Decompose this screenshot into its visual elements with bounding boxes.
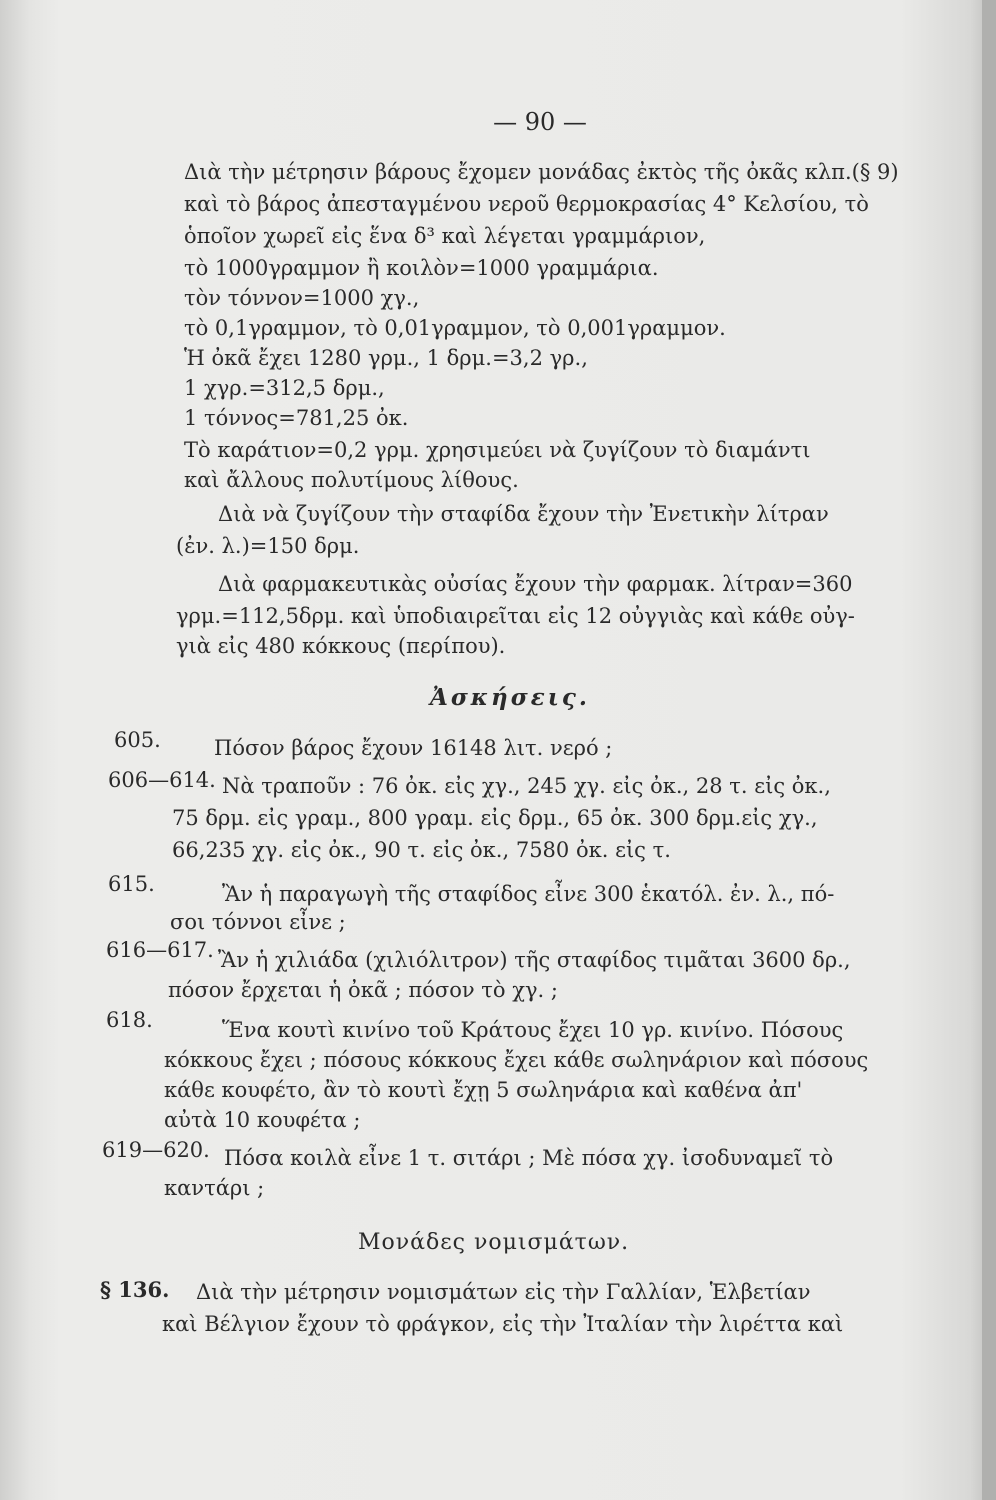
text-line: (ἐν. λ.)=150 δρμ.	[176, 534, 360, 558]
exercise-line: Ἕνα κουτὶ κινίνο τοῦ Κράτους ἔχει 10 γρ. κινίνο. Πόσους	[222, 1018, 844, 1042]
text-line: τὸν τόννον=1000 χγ.,	[184, 286, 420, 310]
exercise-number: 605.	[114, 728, 161, 752]
exercise-line: καντάρι ;	[164, 1176, 265, 1200]
exercise-line: Ἂν ἡ παραγωγὴ τῆς σταφίδος εἶνε 300 ἑκατόλ. ἐν. λ., πό-	[222, 882, 835, 906]
section-line: καὶ Βέλγιον ἔχουν τὸ φράγκον, εἰς τὴν Ἰταλίαν τὴν λιρέττα καὶ	[162, 1312, 844, 1336]
text-line: τὸ 0,1γραμμον, τὸ 0,01γραμμον, τὸ 0,001γραμμον.	[184, 316, 726, 340]
exercise-line: πόσον ἔρχεται ἡ ὀκᾶ ; πόσον τὸ χγ. ;	[168, 978, 558, 1002]
money-units-heading: Μονάδες νομισμάτων.	[358, 1230, 630, 1255]
section-line: Διὰ τὴν μέτρησιν νομισμάτων εἰς τὴν Γαλλίαν, Ἑλβετίαν	[196, 1280, 811, 1304]
exercise-line: σοι τόννοι εἶνε ;	[170, 910, 346, 934]
text-line: Διὰ νὰ ζυγίζουν τὴν σταφίδα ἔχουν τὴν Ἐνετικὴν λίτραν	[218, 502, 829, 526]
page-number: — 90 —	[493, 108, 587, 136]
text-line: 1 τόννος=781,25 ὀκ.	[184, 406, 409, 430]
exercise-line: Πόσα κοιλὰ εἶνε 1 τ. σιτάρι ; Μὲ πόσα χγ. ἰσοδυναμεῖ τὸ	[224, 1146, 834, 1170]
exercise-line: 66,235 χγ. εἰς ὀκ., 90 τ. εἰς ὀκ., 7580 ὀκ. εἰς τ.	[172, 838, 671, 862]
text-line: καὶ ἄλλους πολυτίμους λίθους.	[184, 468, 519, 492]
text-line: τὸ 1000γραμμον ἢ κοιλὸν=1000 γραμμάρια.	[184, 256, 659, 280]
exercise-line: Νὰ τραποῦν : 76 ὀκ. εἰς χγ., 245 χγ. εἰς ὀκ., 28 τ. εἰς ὀκ.,	[222, 774, 831, 798]
text-line: Διὰ τὴν μέτρησιν βάρους ἔχομεν μονάδας ἐκτὸς τῆς ὀκᾶς κλπ.(§ 9)	[184, 160, 899, 184]
text-line: Ἡ ὀκᾶ ἔχει 1280 γρμ., 1 δρμ.=3,2 γρ.,	[184, 346, 588, 370]
exercise-line: 75 δρμ. εἰς γραμ., 800 γραμ. εἰς δρμ., 65 ὀκ. 300 δρμ.εἰς χγ.,	[172, 806, 818, 830]
exercise-number: 616—617.	[106, 938, 214, 962]
text-line: γρμ.=112,5δρμ. καὶ ὑποδιαιρεῖται εἰς 12 οὐγγιὰς καὶ κάθε οὐγ-	[176, 604, 855, 628]
exercise-number: 615.	[108, 872, 155, 896]
text-line: καὶ τὸ βάρος ἀπεσταγμένου νεροῦ θερμοκρασίας 4° Κελσίου, τὸ	[184, 192, 869, 216]
exercise-number: 619—620.	[102, 1138, 210, 1162]
text-line: ὁποῖον χωρεῖ εἰς ἕνα δ³ καὶ λέγεται γραμμάριον,	[184, 224, 706, 248]
exercises-heading: Ἀσκήσεις.	[430, 684, 590, 711]
section-number: § 136.	[100, 1277, 170, 1302]
text-line: Διὰ φαρμακευτικὰς οὐσίας ἔχουν τὴν φαρμακ. λίτραν=360	[218, 572, 853, 596]
exercise-line: κόκκους ἔχει ; πόσους κόκκους ἔχει κάθε σωληνάριον καὶ πόσους	[164, 1048, 869, 1072]
exercise-number: 618.	[106, 1008, 153, 1032]
text-line: 1 χγρ.=312,5 δρμ.,	[184, 376, 385, 400]
text-line: Τὸ καράτιον=0,2 γρμ. χρησιμεύει νὰ ζυγίζουν τὸ διαμάντι	[184, 438, 811, 462]
exercise-number: 606—614.	[108, 768, 216, 792]
exercise-line: κάθε κουφέτο, ἂν τὸ κουτὶ ἔχῃ 5 σωληνάρια καὶ καθένα ἀπ'	[164, 1078, 803, 1102]
page-edge	[982, 0, 996, 1500]
exercise-line: Πόσον βάρος ἔχουν 16148 λιτ. νερό ;	[214, 736, 613, 760]
text-line: γιὰ εἰς 480 κόκκους (περίπου).	[176, 634, 506, 658]
exercise-line: Ἂν ἡ χιλιάδα (χιλιόλιτρον) τῆς σταφίδος τιμᾶται 3600 δρ.,	[218, 948, 851, 972]
exercise-line: αὐτὰ 10 κουφέτα ;	[164, 1108, 361, 1132]
